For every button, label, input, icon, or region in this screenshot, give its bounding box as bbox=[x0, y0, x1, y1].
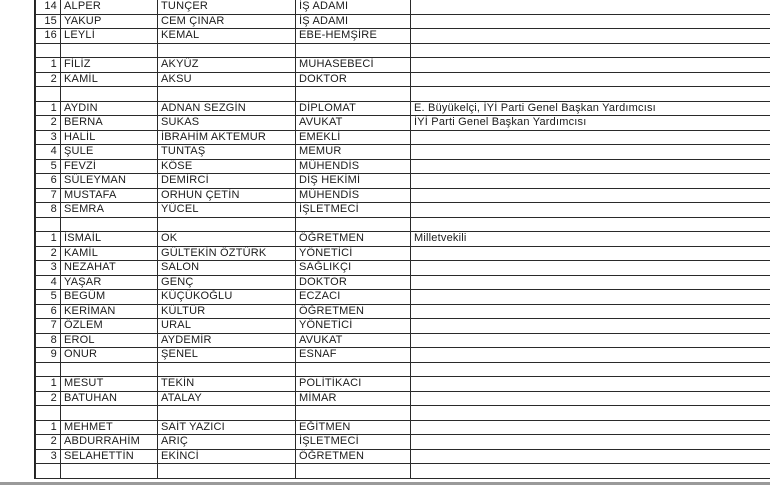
profession-cell: SAĞLIKÇI bbox=[296, 261, 411, 276]
table-row bbox=[36, 29, 770, 44]
spacer-row bbox=[36, 87, 770, 102]
note-cell bbox=[411, 72, 770, 87]
profession-cell: İŞLETMECİ bbox=[296, 203, 411, 218]
profession-cell: AVUKAT bbox=[296, 333, 411, 348]
empty-cell bbox=[158, 217, 296, 232]
profession-cell: MÜHENDİS bbox=[296, 188, 411, 203]
empty-cell bbox=[296, 43, 411, 58]
note-cell bbox=[411, 246, 770, 261]
note-cell bbox=[411, 174, 770, 189]
last-name-cell: SUKAS bbox=[158, 116, 296, 131]
profession-cell: DOKTOR bbox=[296, 275, 411, 290]
note-cell bbox=[411, 449, 770, 464]
empty-cell bbox=[61, 362, 158, 377]
note-cell: İYİ Parti Genel Başkan Yardımcısı bbox=[411, 116, 770, 131]
note-cell bbox=[411, 348, 770, 363]
profession-cell: DİPLOMAT bbox=[296, 101, 411, 116]
first-name-cell: HALİL bbox=[61, 130, 158, 145]
first-name-cell: SÜLEYMAN bbox=[61, 174, 158, 189]
empty-cell bbox=[296, 406, 411, 421]
row-number: 4 bbox=[36, 145, 61, 160]
last-name-cell: KÖSE bbox=[158, 159, 296, 174]
profession-cell: ECZACI bbox=[296, 290, 411, 305]
table-row bbox=[36, 449, 770, 464]
row-number: 2 bbox=[36, 246, 61, 261]
empty-cell bbox=[411, 464, 770, 479]
table-row bbox=[36, 435, 770, 450]
note-cell bbox=[411, 14, 770, 29]
last-name-cell: ATALAY bbox=[158, 391, 296, 406]
row-number: 16 bbox=[36, 29, 61, 44]
first-name-cell: ALPER bbox=[61, 0, 158, 14]
profession-cell: İŞ ADAMI bbox=[296, 14, 411, 29]
empty-cell bbox=[296, 87, 411, 102]
first-name-cell: ONUR bbox=[61, 348, 158, 363]
note-cell bbox=[411, 377, 770, 392]
candidate-table bbox=[35, 0, 770, 479]
profession-cell: MEMUR bbox=[296, 145, 411, 160]
note-cell bbox=[411, 58, 770, 73]
spacer-row bbox=[36, 464, 770, 479]
empty-cell bbox=[158, 87, 296, 102]
last-name-cell: TEKİN bbox=[158, 377, 296, 392]
row-number: 1 bbox=[36, 232, 61, 247]
last-name-cell: ADNAN SEZGİN bbox=[158, 101, 296, 116]
last-name-cell: KEMAL bbox=[158, 29, 296, 44]
first-name-cell: MESUT bbox=[61, 377, 158, 392]
note-cell bbox=[411, 29, 770, 44]
last-name-cell: SALON bbox=[158, 261, 296, 276]
table-row bbox=[36, 58, 770, 73]
empty-cell bbox=[36, 217, 61, 232]
profession-cell: MÜHENDİS bbox=[296, 159, 411, 174]
row-number: 3 bbox=[36, 449, 61, 464]
first-name-cell: EROL bbox=[61, 333, 158, 348]
spacer-row bbox=[36, 43, 770, 58]
note-cell bbox=[411, 130, 770, 145]
table-row bbox=[36, 101, 770, 116]
row-number: 2 bbox=[36, 116, 61, 131]
first-name-cell: KERİMAN bbox=[61, 304, 158, 319]
last-name-cell: ARIÇ bbox=[158, 435, 296, 450]
empty-cell bbox=[36, 87, 61, 102]
spacer-row bbox=[36, 362, 770, 377]
note-cell: E. Büyükelçi, İYİ Parti Genel Başkan Yardımcısı bbox=[411, 101, 770, 116]
table-row bbox=[36, 130, 770, 145]
table-row bbox=[36, 391, 770, 406]
profession-cell: AVUKAT bbox=[296, 116, 411, 131]
first-name-cell: AYDIN bbox=[61, 101, 158, 116]
profession-cell: İŞLETMECİ bbox=[296, 435, 411, 450]
first-name-cell: YAKUP bbox=[61, 14, 158, 29]
empty-cell bbox=[158, 406, 296, 421]
first-name-cell: LEYLİ bbox=[61, 29, 158, 44]
note-cell bbox=[411, 0, 770, 14]
last-name-cell: AKYÜZ bbox=[158, 58, 296, 73]
last-name-cell: DEMİRCİ bbox=[158, 174, 296, 189]
empty-cell bbox=[61, 43, 158, 58]
last-name-cell: TUNÇER bbox=[158, 0, 296, 14]
spacer-row bbox=[36, 406, 770, 421]
table-row bbox=[36, 14, 770, 29]
profession-cell: ÖĞRETMEN bbox=[296, 232, 411, 247]
note-cell bbox=[411, 420, 770, 435]
empty-cell bbox=[61, 406, 158, 421]
table-row bbox=[36, 275, 770, 290]
table-row bbox=[36, 116, 770, 131]
empty-cell bbox=[411, 43, 770, 58]
empty-cell bbox=[36, 464, 61, 479]
profession-cell: DOKTOR bbox=[296, 72, 411, 87]
note-cell bbox=[411, 203, 770, 218]
row-number: 1 bbox=[36, 101, 61, 116]
table-row bbox=[36, 0, 770, 14]
row-number: 1 bbox=[36, 377, 61, 392]
empty-cell bbox=[158, 464, 296, 479]
note-cell bbox=[411, 304, 770, 319]
note-cell bbox=[411, 319, 770, 334]
profession-cell: YÖNETİCİ bbox=[296, 246, 411, 261]
first-name-cell: FİLİZ bbox=[61, 58, 158, 73]
row-number: 14 bbox=[36, 0, 61, 14]
last-name-cell: CEM ÇINAR bbox=[158, 14, 296, 29]
last-name-cell: EKİNCİ bbox=[158, 449, 296, 464]
profession-cell: ESNAF bbox=[296, 348, 411, 363]
empty-cell bbox=[158, 362, 296, 377]
first-name-cell: KAMİL bbox=[61, 246, 158, 261]
table-row bbox=[36, 72, 770, 87]
row-number: 4 bbox=[36, 275, 61, 290]
first-name-cell: BERNA bbox=[61, 116, 158, 131]
first-name-cell: ÖZLEM bbox=[61, 319, 158, 334]
profession-cell: EĞİTMEN bbox=[296, 420, 411, 435]
row-number: 1 bbox=[36, 420, 61, 435]
empty-cell bbox=[296, 217, 411, 232]
note-cell bbox=[411, 159, 770, 174]
empty-cell bbox=[61, 87, 158, 102]
last-name-cell: URAL bbox=[158, 319, 296, 334]
table-row bbox=[36, 304, 770, 319]
note-cell bbox=[411, 435, 770, 450]
empty-cell bbox=[36, 362, 61, 377]
row-number: 2 bbox=[36, 72, 61, 87]
candidate-rows bbox=[36, 0, 770, 478]
last-name-cell: OK bbox=[158, 232, 296, 247]
last-name-cell: SAİT YAZICI bbox=[158, 420, 296, 435]
last-name-cell: KÜÇÜKOĞLU bbox=[158, 290, 296, 305]
table-row bbox=[36, 159, 770, 174]
table-row bbox=[36, 145, 770, 160]
note-cell bbox=[411, 261, 770, 276]
empty-cell bbox=[36, 406, 61, 421]
row-number: 5 bbox=[36, 159, 61, 174]
profession-cell: DİŞ HEKİMİ bbox=[296, 174, 411, 189]
first-name-cell: ŞULE bbox=[61, 145, 158, 160]
first-name-cell: ABDURRAHİM bbox=[61, 435, 158, 450]
table-row bbox=[36, 188, 770, 203]
empty-cell bbox=[411, 406, 770, 421]
last-name-cell: YÜCEL bbox=[158, 203, 296, 218]
profession-cell: ÖĞRETMEN bbox=[296, 304, 411, 319]
first-name-cell: BEGÜM bbox=[61, 290, 158, 305]
table-row bbox=[36, 246, 770, 261]
empty-cell bbox=[36, 43, 61, 58]
profession-cell: MUHASEBECİ bbox=[296, 58, 411, 73]
note-cell bbox=[411, 145, 770, 160]
profession-cell: ÖĞRETMEN bbox=[296, 449, 411, 464]
profession-cell: POLİTİKACI bbox=[296, 377, 411, 392]
last-name-cell: ORHUN ÇETİN bbox=[158, 188, 296, 203]
first-name-cell: İSMAİL bbox=[61, 232, 158, 247]
table-row bbox=[36, 203, 770, 218]
row-number: 3 bbox=[36, 130, 61, 145]
profession-cell: YÖNETİCİ bbox=[296, 319, 411, 334]
first-name-cell: KAMİL bbox=[61, 72, 158, 87]
first-name-cell: BATUHAN bbox=[61, 391, 158, 406]
table-row bbox=[36, 232, 770, 247]
first-name-cell: MEHMET bbox=[61, 420, 158, 435]
table-row bbox=[36, 290, 770, 305]
row-number: 6 bbox=[36, 174, 61, 189]
table-row bbox=[36, 348, 770, 363]
spacer-row bbox=[36, 217, 770, 232]
row-number: 1 bbox=[36, 58, 61, 73]
first-name-cell: NEZAHAT bbox=[61, 261, 158, 276]
profession-cell: İŞ ADAMI bbox=[296, 0, 411, 14]
profession-cell: EMEKLİ bbox=[296, 130, 411, 145]
first-name-cell: SEMRA bbox=[61, 203, 158, 218]
note-cell: Milletvekili bbox=[411, 232, 770, 247]
last-name-cell: AKSU bbox=[158, 72, 296, 87]
last-name-cell: TUNTAŞ bbox=[158, 145, 296, 160]
empty-cell bbox=[411, 362, 770, 377]
last-name-cell: ŞENEL bbox=[158, 348, 296, 363]
row-number: 2 bbox=[36, 391, 61, 406]
note-cell bbox=[411, 391, 770, 406]
empty-cell bbox=[61, 464, 158, 479]
empty-cell bbox=[158, 43, 296, 58]
row-number: 7 bbox=[36, 319, 61, 334]
row-number: 9 bbox=[36, 348, 61, 363]
empty-cell bbox=[296, 464, 411, 479]
row-number: 15 bbox=[36, 14, 61, 29]
row-number: 2 bbox=[36, 435, 61, 450]
empty-cell bbox=[411, 87, 770, 102]
note-cell bbox=[411, 188, 770, 203]
empty-cell bbox=[61, 217, 158, 232]
last-name-cell: GENÇ bbox=[158, 275, 296, 290]
table-row bbox=[36, 174, 770, 189]
empty-cell bbox=[296, 362, 411, 377]
note-cell bbox=[411, 290, 770, 305]
last-name-cell: AYDEMİR bbox=[158, 333, 296, 348]
first-name-cell: MUSTAFA bbox=[61, 188, 158, 203]
row-number: 5 bbox=[36, 290, 61, 305]
last-name-cell: İBRAHİM AKTEMUR bbox=[158, 130, 296, 145]
profession-cell: EBE-HEMŞİRE bbox=[296, 29, 411, 44]
table-row bbox=[36, 377, 770, 392]
candidate-sheet bbox=[34, 0, 770, 479]
note-cell bbox=[411, 275, 770, 290]
row-number: 6 bbox=[36, 304, 61, 319]
first-name-cell: YAŞAR bbox=[61, 275, 158, 290]
first-name-cell: SELAHETTİN bbox=[61, 449, 158, 464]
table-row bbox=[36, 420, 770, 435]
note-cell bbox=[411, 333, 770, 348]
first-name-cell: FEVZİ bbox=[61, 159, 158, 174]
last-name-cell: KÜLTÜR bbox=[158, 304, 296, 319]
table-row bbox=[36, 319, 770, 334]
table-row bbox=[36, 333, 770, 348]
empty-cell bbox=[411, 217, 770, 232]
profession-cell: MİMAR bbox=[296, 391, 411, 406]
table-row bbox=[36, 261, 770, 276]
row-number: 3 bbox=[36, 261, 61, 276]
row-number: 8 bbox=[36, 333, 61, 348]
row-number: 7 bbox=[36, 188, 61, 203]
row-number: 8 bbox=[36, 203, 61, 218]
last-name-cell: GÜLTEKİN ÖZTÜRK bbox=[158, 246, 296, 261]
